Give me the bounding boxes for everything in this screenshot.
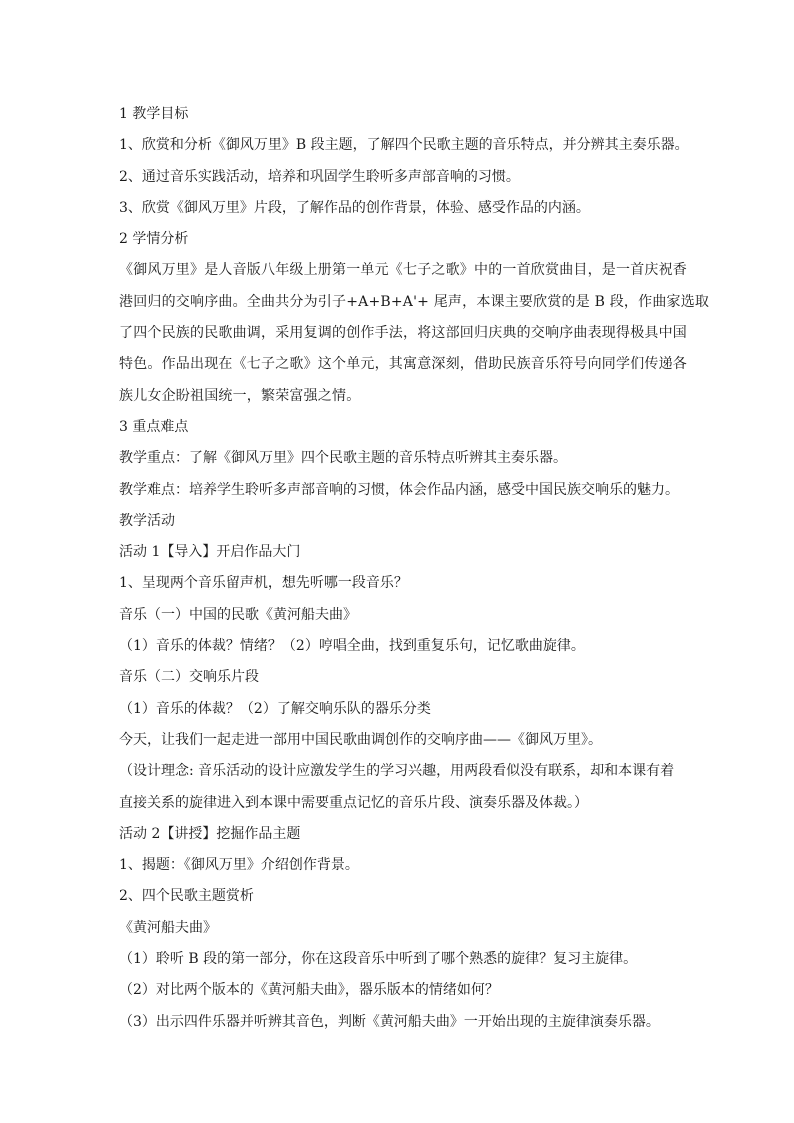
activity-1-line-5: （1）音乐的体裁？（2）了解交响乐队的器乐分类 [119, 700, 431, 717]
document-page [119, 99, 710, 1038]
activity-1-line-4: 音乐（二）交响乐片段 [119, 669, 259, 686]
objectives-heading: 1 教学目标 [119, 106, 189, 122]
teaching-difficulty: 教学难点：培养学生聆听多声部音响的习惯，体会作品内涵，感受中国民族交响乐的魅力。 [119, 481, 679, 498]
activity-1-line-7: （设计理念: 音乐活动的设计应激发学生的学习兴趣，用两段看似没有联系，却和本课有着 [119, 763, 675, 780]
activity-2-line-6: （3）出示四件乐器并听辨其音色，判断《黄河船夫曲》一开始出现的主旋律演奏乐器。 [119, 1013, 660, 1030]
keypoints-heading: 3 重点难点 [119, 418, 189, 435]
objective-item-2: 2、通过音乐实践活动，培养和巩固学生聆听多声部音响的习惯。 [119, 168, 520, 185]
objective-item-3: 3、欣赏《御风万里》片段，了解作品的创作背景，体验、感受作品的内涵。 [119, 199, 590, 216]
analysis-line-5: 族儿女企盼祖国统一，繁荣富强之情。 [119, 387, 361, 404]
objective-item-1: 1、欣赏和分析《御风万里》B 段主题，了解四个民歌主题的音乐特点，并分辨其主奏乐器。 [119, 137, 689, 154]
activity-2-line-3: 《黄河船夫曲》 [119, 919, 217, 936]
analysis-line-3: 了四个民族的民歌曲调，采用复调的创作手法，将这部回归庆典的交响序曲表现得极具中国 [119, 325, 687, 342]
activity-2-title: 活动 2【讲授】挖掘作品主题 [119, 825, 301, 842]
activity-2-line-1: 1、揭题：《御风万里》介绍创作背景。 [119, 857, 359, 874]
activity-1-line-8: 直接关系的旋律进入到本课中需要重点记忆的音乐片段、演奏乐器及体裁。） [119, 794, 588, 811]
analysis-line-2: 港回归的交响序曲。全曲共分为引子+A+B+A'+ 尾声，本课主要欣赏的是 B 段，作曲家选取 [119, 293, 710, 310]
analysis-line-4: 特色。作品出现在《七子之歌》这个单元，其寓意深刻，借助民族音乐符号向同学们传递各 [119, 356, 687, 373]
activity-1-line-6: 今天，让我们一起走进一部用中国民歌曲调创作的交响序曲——《御风万里》。 [119, 731, 602, 748]
analysis-line-1: 《御风万里》是人音版八年级上册第一单元《七子之歌》中的一首欣赏曲目，是一首庆祝香 [119, 262, 687, 279]
teaching-focus: 教学重点：了解《御风万里》四个民歌主题的音乐特点听辨其主奏乐器。 [119, 450, 567, 467]
activity-1-line-3: （1）音乐的体裁？情绪？（2）哼唱全曲，找到重复乐句，记忆歌曲旋律。 [119, 638, 585, 655]
activity-1-title: 活动 1【导入】开启作品大门 [119, 544, 301, 561]
activity-1-line-1: 1、呈现两个音乐留声机，想先听哪一段音乐？ [119, 575, 408, 592]
activities-heading: 教学活动 [119, 512, 175, 529]
activity-2-line-4: （1）聆听 B 段的第一部分，你在这段音乐中听到了哪个熟悉的旋律？复习主旋律。 [119, 951, 638, 968]
activity-2-line-2: 2、四个民歌主题赏析 [119, 888, 254, 905]
activity-1-line-2: 音乐（一）中国的民歌《黄河船夫曲》 [119, 606, 357, 623]
activity-2-line-5: （2）对比两个版本的《黄河船夫曲》，器乐版本的情绪如何？ [119, 982, 499, 999]
analysis-heading: 2 学情分析 [119, 231, 189, 248]
